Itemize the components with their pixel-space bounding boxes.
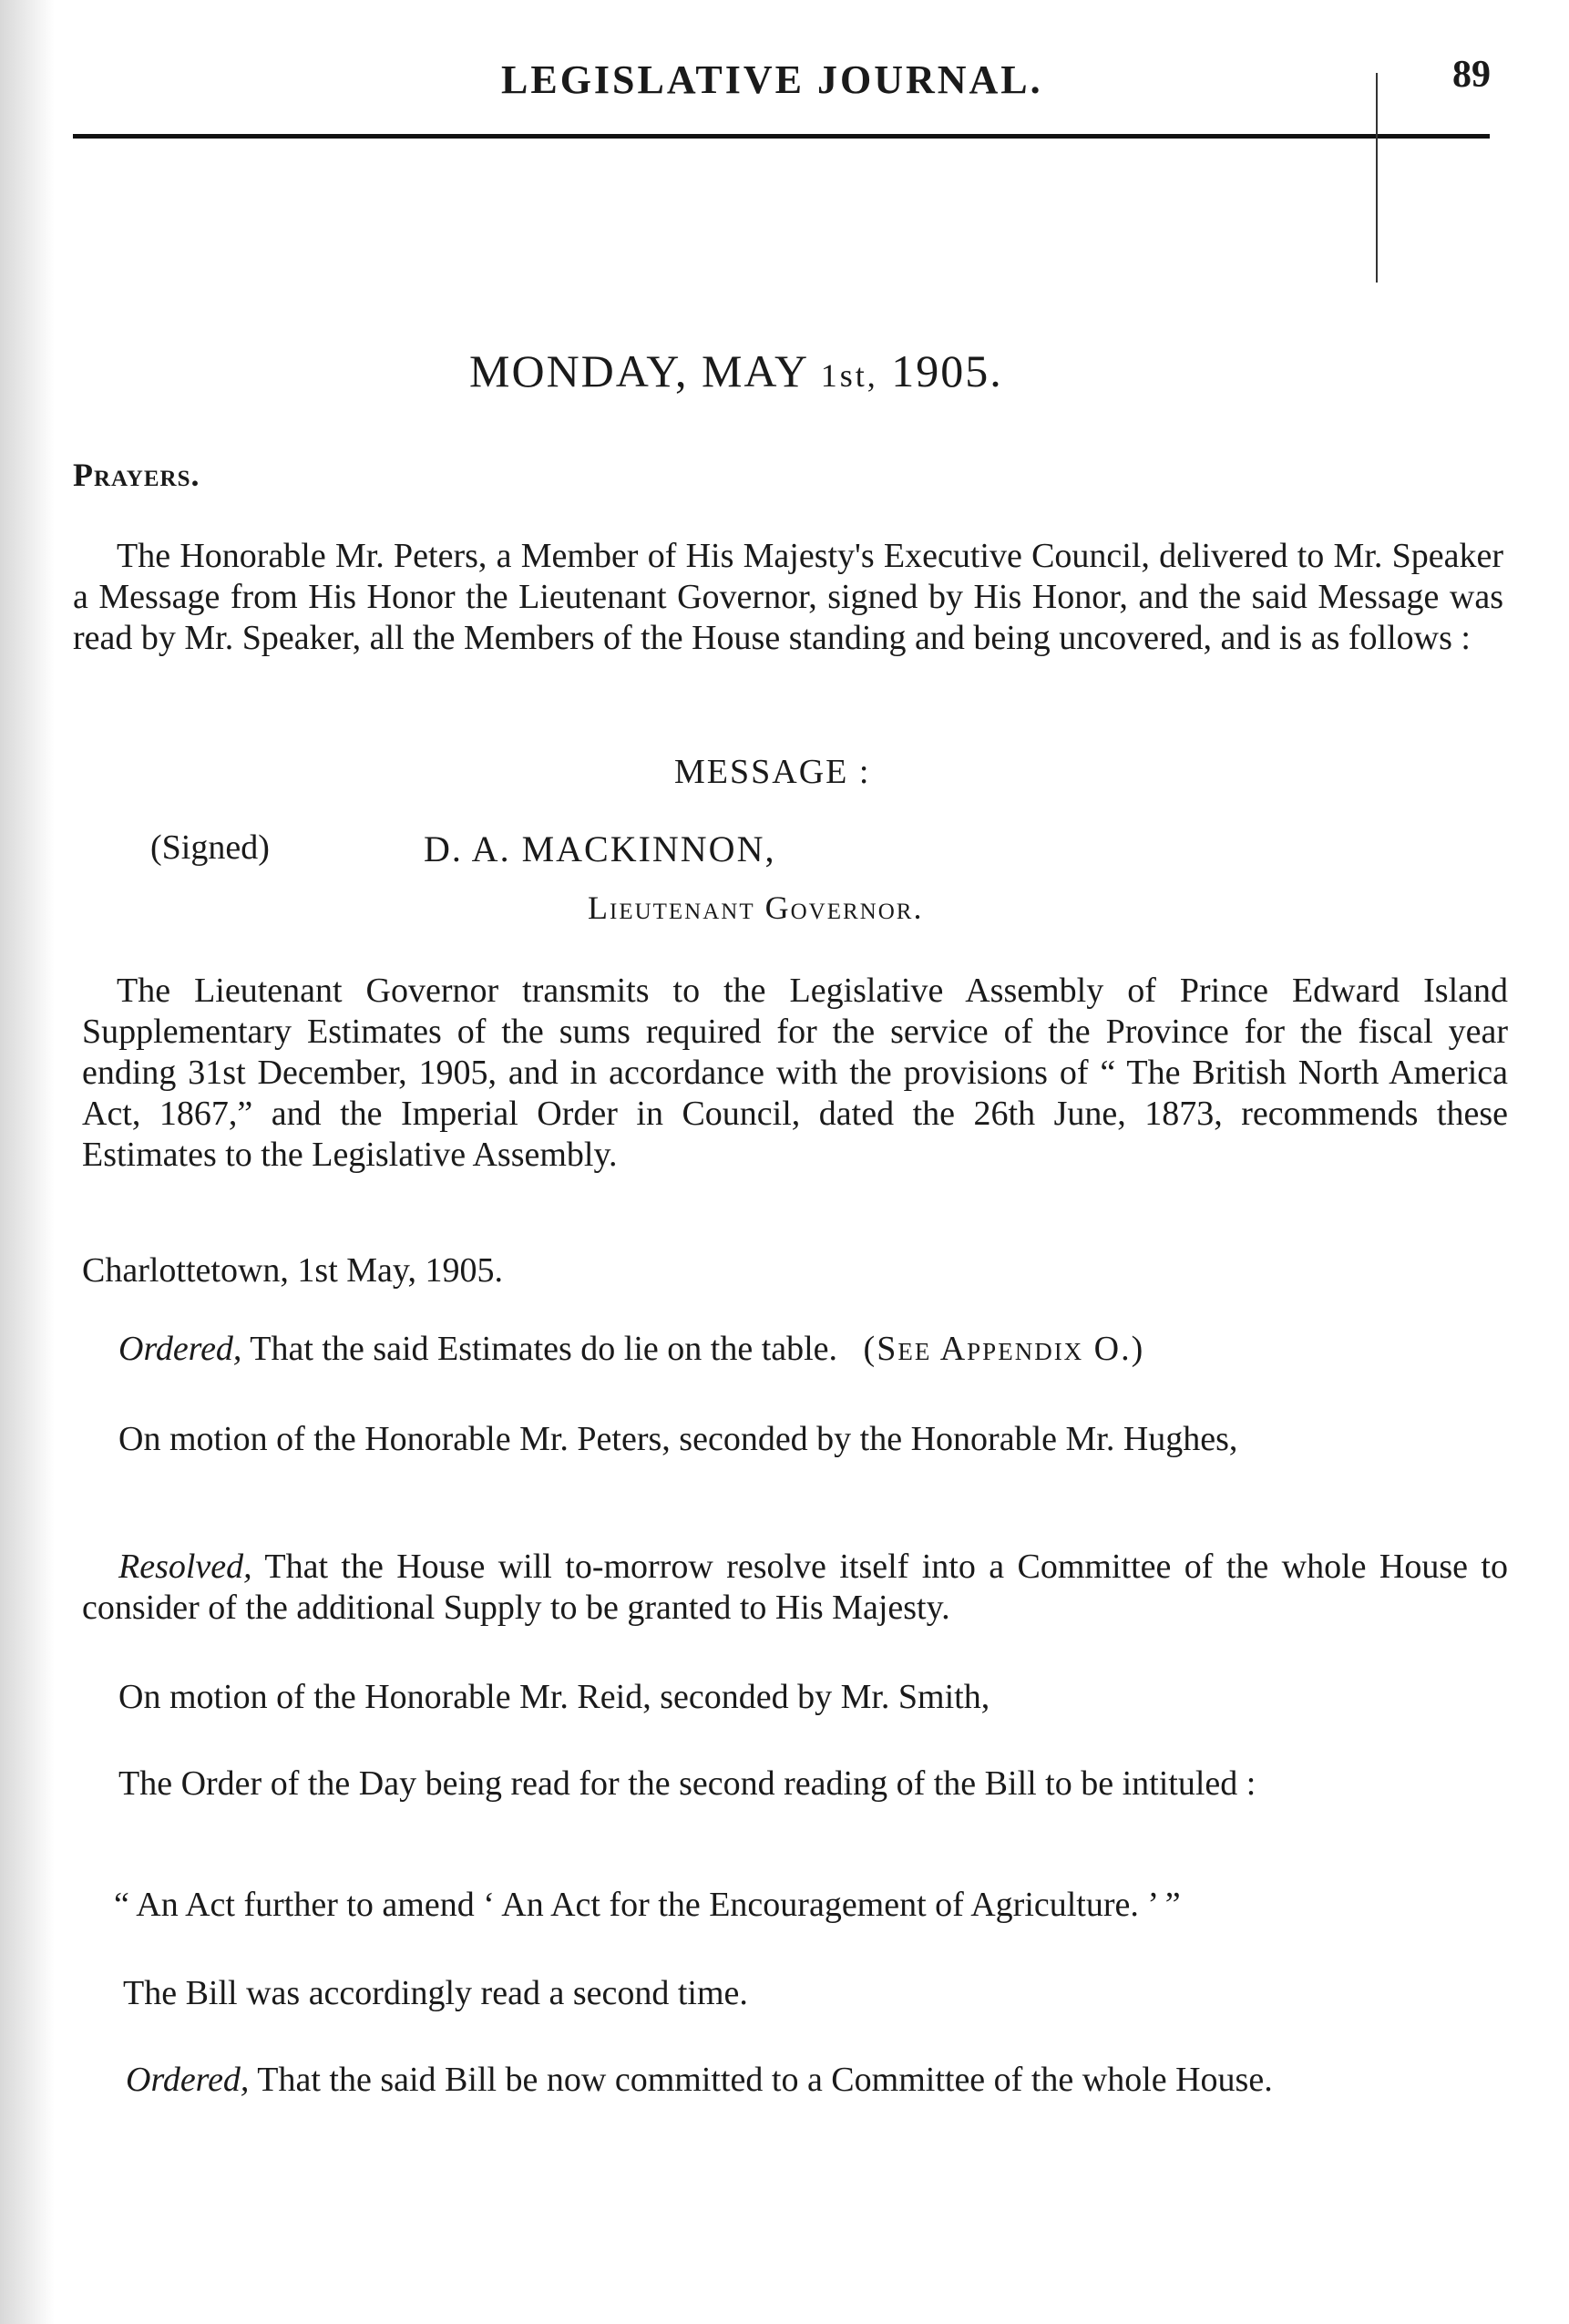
- ordered-committee: [82, 2060, 1508, 2101]
- margin-mark: [1376, 73, 1378, 283]
- message-body: The Lieutenant Governor transmits to the Legislative Assembly of Prince Edward Island Supplementary Estimates of the sums required for the service of the Province for the fiscal year ending 31st December, 1905, and in accordance with the provisions of “ The British North America Act, 1867,” and the Imperial Order in Council, dated the 26th June, 1873, recommends these Estimates to the Legislative Assembly.: [82, 972, 1508, 1174]
- header-rule: [73, 134, 1490, 139]
- appendix-reference: (See Appendix O.): [863, 1330, 1145, 1368]
- dateline: Charlottetown, 1st May, 1905.: [82, 1251, 503, 1290]
- resolved-lead: Resolved,: [118, 1548, 252, 1586]
- signer-name: D. A. MACKINNON,: [424, 828, 776, 869]
- resolved-text: That the House will to-morrow resolve itself into a Committee of the whole House to consider of the additional Supply to be granted to His Majesty.: [82, 1548, 1508, 1627]
- intro-paragraph: The Honorable Mr. Peters, a Member of His Majesty's Executive Council, delivered to Mr. Speaker a Message from His Honor the Lieutenant Governor, signed by His Honor, and the said Message was read by Mr. Speaker, all the Members of the House standing and being uncovered, and is as follows :: [73, 537, 1503, 657]
- order-of-day: The Order of the Day being read for the second reading of the Bill to be intituled :: [118, 1764, 1256, 1803]
- resolved-paragraph: [82, 1547, 1508, 1629]
- date-heading: [469, 344, 1003, 397]
- prayers-heading: Prayers.: [73, 457, 200, 493]
- ordered-text-2: That the said Bill be now committed to a Committee of the whole House.: [257, 2061, 1273, 2099]
- page-header: [0, 47, 1569, 111]
- ordered-lead-2: Ordered,: [126, 2061, 250, 2099]
- date-ordinal: 1st,: [820, 357, 878, 394]
- scan-shadow: [0, 0, 55, 2324]
- running-title: LEGISLATIVE JOURNAL.: [501, 57, 1043, 102]
- ordered-text: That the said Estimates do lie on the table.: [250, 1330, 838, 1368]
- page-number: 89: [1452, 54, 1491, 96]
- act-title: “ An Act further to amend ‘ An Act for the Encouragement of Agriculture. ’ ”: [114, 1886, 1181, 1924]
- signed-label: (Signed): [150, 828, 270, 867]
- motion-peters: On motion of the Honorable Mr. Peters, seconded by the Honorable Mr. Hughes,: [118, 1420, 1238, 1458]
- motion-reid: On motion of the Honorable Mr. Reid, seconded by Mr. Smith,: [118, 1678, 990, 1716]
- date-year: 1905.: [891, 345, 1003, 396]
- signer-title: Lieutenant Governor.: [588, 889, 924, 926]
- message-heading: MESSAGE :: [674, 753, 871, 791]
- ordered-lead: Ordered,: [118, 1330, 242, 1368]
- date-day: MONDAY, MAY: [469, 345, 808, 396]
- ordered-estimates: [118, 1329, 1513, 1370]
- second-reading: The Bill was accordingly read a second time.: [123, 1974, 748, 2012]
